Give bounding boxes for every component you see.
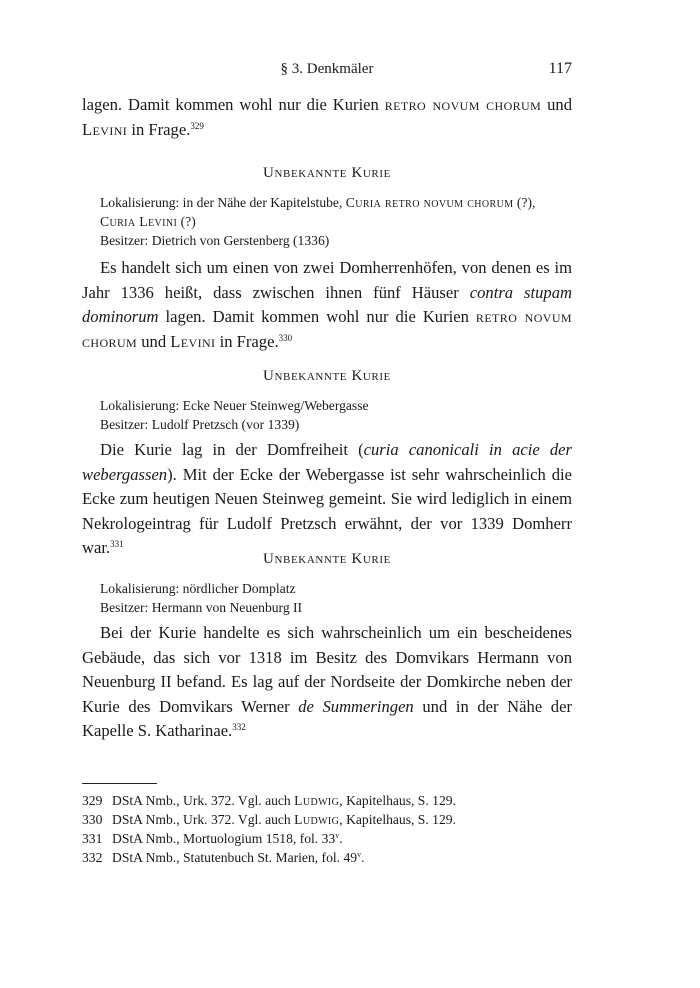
section-heading: Unbekannte Kurie [263, 165, 391, 181]
owner-line: Besitzer: Hermann von Neuenburg II [100, 600, 303, 615]
footnote-number: 332 [82, 850, 103, 865]
text-run: . [361, 850, 365, 865]
superscript: v [335, 831, 340, 840]
smallcaps-run: Levini [170, 331, 216, 351]
text-run: und [137, 331, 171, 351]
footnote [82, 791, 572, 810]
italic-run: curia canonicali in acie der webergassen [82, 440, 572, 484]
section-heading: Unbekannte Kurie [263, 368, 391, 384]
text-run: DStA Nmb., Urk. 372. Vgl. auch [112, 793, 295, 808]
running-head [82, 61, 572, 83]
text-run: , Kapitelhaus, S. 129. [339, 812, 456, 827]
italic-run: contra stupam dominorum [82, 282, 573, 326]
footnote-number: 330 [82, 812, 103, 827]
footnote-number: 329 [82, 793, 103, 808]
owner-line: Besitzer: Ludolf Pretzsch (vor 1339) [100, 417, 300, 432]
running-head-title: § 3. Denkmäler [280, 61, 374, 77]
text-run: ). Mit der Ecke der Webergasse ist sehr wahrscheinlich die Ecke zum heutigen Neuen Steinweg gemeint. Sie wird lediglich in einem Nekrologeintrag für Ludolf Pretzsch erwähnt, der vor 1339 Domherr war. [82, 464, 572, 557]
smallcaps-run: Curia Levini [100, 214, 178, 229]
footnotes [82, 791, 572, 867]
text-run: DStA Nmb., Urk. 372. Vgl. auch [112, 812, 295, 827]
section-meta [100, 193, 572, 250]
section-paragraph [82, 438, 572, 561]
footnote-ref: 332 [232, 722, 246, 732]
footnote-divider [82, 783, 157, 784]
smallcaps-run: Ludwig [294, 793, 340, 808]
owner-line: Besitzer: Dietrich von Gerstenberg (1336) [100, 233, 330, 248]
text-run: (?) [177, 214, 196, 229]
paragraph-continued [82, 93, 572, 142]
footnote-number: 331 [82, 831, 103, 846]
text-run: (?), [513, 195, 536, 210]
text-run: lagen. Damit kommen wohl nur die Kurien [158, 307, 476, 326]
text-run: DStA Nmb., Mortuologium 1518, fol. 33 [112, 831, 336, 846]
footnote [82, 829, 572, 848]
footnote-ref: 329 [190, 120, 204, 131]
localization-line: Lokalisierung: nördlicher Domplatz [100, 581, 296, 596]
smallcaps-run: Ludwig [294, 812, 340, 827]
smallcaps-run: retro novum chorum [384, 95, 542, 114]
italic-run: de Summeringen [298, 696, 414, 716]
text-run: Lokalisierung: in der Nähe der Kapitelstube, [100, 195, 346, 210]
footnote-ref: 331 [110, 539, 124, 549]
localization-line [100, 193, 572, 212]
footnote-ref: 330 [278, 332, 293, 343]
smallcaps-run: Curia retro novum chorum [345, 195, 514, 210]
section-heading: Unbekannte Kurie [263, 551, 391, 567]
text-run: Bei der Kurie handelte es sich wahrscheinlich um ein bescheidenes Gebäude, das sich vor 1318 im Besitz des Domvikars Hermann von Neuenburg II befand. Es lag auf der Nordseite der Domkirche neben der Kurie des Domvikars Werner [82, 623, 572, 716]
text-run: und [541, 95, 573, 114]
text-run: DStA Nmb., Statutenbuch St. Marien, fol. 49 [112, 850, 358, 865]
text-run: . [339, 831, 343, 846]
footnote [82, 848, 572, 867]
text-run: Es handelt sich um einen von zwei Domherrenhöfen, von denen es im Jahr 1336 heißt, dass zwischen ihnen fünf Häuser [82, 258, 572, 302]
footnote [82, 810, 572, 829]
text-run: Die Kurie lag in der Domfreiheit ( [100, 440, 364, 459]
localization-line: Lokalisierung: Ecke Neuer Steinweg/Webergasse [100, 398, 369, 413]
localization-line-cont [100, 212, 572, 231]
text-run: lagen. Damit kommen wohl nur die Kurien [82, 95, 385, 114]
superscript: v [357, 850, 362, 859]
text-run: in Frage. [127, 119, 191, 139]
section-paragraph [82, 621, 572, 744]
text-run: in Frage. [215, 331, 279, 351]
section-meta [100, 396, 572, 434]
text-run: , Kapitelhaus, S. 129. [339, 793, 456, 808]
text-run: und in der Nähe der Kapelle S. Katharinae. [82, 696, 572, 740]
smallcaps-run: retro novum chorum [82, 307, 573, 351]
page-number: 117 [548, 60, 572, 77]
section-meta [100, 579, 572, 617]
smallcaps-run: Levini [82, 119, 128, 139]
section-paragraph [82, 256, 572, 354]
